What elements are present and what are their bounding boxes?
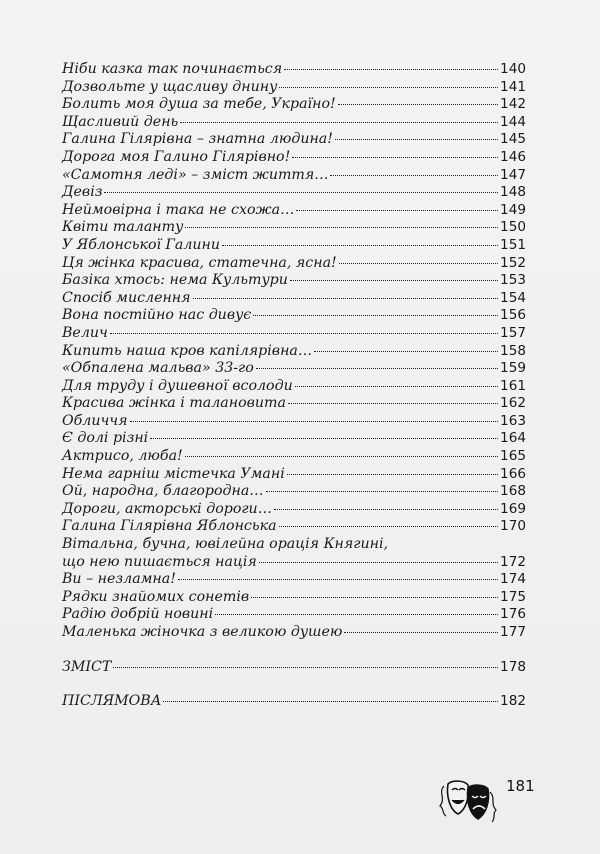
toc-entry-title: Нема гарніш містечка Умані <box>62 465 285 482</box>
toc-entry <box>62 466 526 484</box>
toc-entry <box>62 237 526 255</box>
toc-entry-page: 166 <box>500 465 526 482</box>
toc-entry <box>62 659 526 677</box>
toc-entry-page: 178 <box>500 658 526 675</box>
toc-entry-page: 164 <box>500 430 526 447</box>
toc-entry-title: Вона постійно нас дивує <box>62 307 252 324</box>
toc-entry-title: Дорога моя Галино Гілярівно! <box>62 148 291 165</box>
dot-leader <box>296 210 498 211</box>
toc-entry <box>62 202 526 220</box>
dot-leader <box>330 175 498 176</box>
toc-entry <box>62 167 526 185</box>
toc-entry <box>62 378 526 396</box>
toc-entry <box>62 131 526 149</box>
toc-entry-title: Для труду і душевної всолоди <box>62 377 293 394</box>
toc-entry <box>62 61 526 79</box>
toc-entry-page: 170 <box>500 518 526 535</box>
toc-entry <box>62 395 526 413</box>
toc-entry-page: 148 <box>500 184 526 201</box>
dot-leader <box>274 509 498 510</box>
dot-leader <box>104 192 498 193</box>
toc-entry-page: 157 <box>500 324 526 341</box>
toc-entry-title: Обличчя <box>62 412 128 429</box>
toc-entry-title: Девіз <box>62 184 103 201</box>
toc-entry-title: Ви – незламна! <box>62 571 176 588</box>
toc-entry <box>62 79 526 97</box>
toc-entry <box>62 307 526 325</box>
dot-leader <box>335 139 498 140</box>
toc-entry-page: 182 <box>500 693 526 710</box>
dot-leader <box>290 280 498 281</box>
toc-entry-page: 177 <box>500 624 526 640</box>
toc-entry <box>62 255 526 273</box>
toc-entry-title: Базіка хтось: нема Культури <box>62 272 288 289</box>
toc-entry-title: «Самотня леді» – зміст життя… <box>62 166 329 183</box>
dot-leader <box>222 245 498 246</box>
toc-entry-title: Галина Гілярівна – знатна людина! <box>62 131 333 148</box>
toc-entry <box>62 589 526 607</box>
toc-entry <box>62 554 526 572</box>
toc-entry-page: 156 <box>500 307 526 324</box>
toc-entry-page: 159 <box>500 360 526 377</box>
dot-leader <box>259 562 498 563</box>
toc-entry <box>62 483 526 501</box>
toc-entry <box>62 606 526 624</box>
toc-entry-title: Радію добрій новині <box>62 606 214 623</box>
toc-entry-title: Дозвольте у щасливу днину <box>62 78 278 95</box>
toc-entry-title: Дороги, акторські дороги… <box>62 500 272 517</box>
dot-leader <box>284 69 498 70</box>
toc-entry <box>62 343 526 361</box>
toc-entry-title: Актрисо, люба! <box>62 448 183 465</box>
toc-entry-title: Кипить наша кров капілярівна… <box>62 342 313 359</box>
toc-entry-title: Щасливий день <box>62 113 179 130</box>
toc-entry-page: 176 <box>500 606 526 623</box>
dot-leader <box>344 632 498 633</box>
toc-entry-title: Ніби казка так починається <box>62 61 283 77</box>
toc-entry-title: Велич <box>62 324 108 341</box>
toc-entry <box>62 413 526 431</box>
toc-entry-title: У Яблонської Галини <box>62 236 221 253</box>
toc-entry-page: 175 <box>500 588 526 605</box>
toc-entry-page: 152 <box>500 254 526 271</box>
toc-entry-page: 146 <box>500 148 526 165</box>
toc-entry-page: 140 <box>500 61 526 77</box>
dot-leader <box>256 368 498 369</box>
toc-entry <box>62 501 526 519</box>
toc-entry-title: ЗМІСТ <box>62 658 112 675</box>
table-of-contents <box>62 61 526 711</box>
dot-leader <box>292 157 498 158</box>
toc-entry-title: Маленька жіночка з великою душею <box>62 624 343 640</box>
toc-entry-page: 141 <box>500 78 526 95</box>
dot-leader <box>113 667 498 668</box>
theatre-masks-icon <box>438 776 500 826</box>
dot-leader <box>279 87 498 88</box>
dot-leader <box>288 403 498 404</box>
toc-entry-title: Спосіб мислення <box>62 289 191 306</box>
toc-entry-page: 172 <box>500 553 526 570</box>
toc-entry-page: 153 <box>500 272 526 289</box>
dot-leader <box>338 104 498 105</box>
toc-entry-title: Болить моя душа за тебе, Україно! <box>62 96 336 113</box>
toc-entry-page: 150 <box>500 219 526 236</box>
toc-entry <box>62 272 526 290</box>
toc-entry-page: 165 <box>500 448 526 465</box>
toc-entry <box>62 325 526 343</box>
toc-entry <box>62 184 526 202</box>
toc-entry-title: Ой, народна, благородна… <box>62 483 264 500</box>
toc-entry <box>62 114 526 132</box>
toc-entry-title: Неймовірна і така не схожа… <box>62 201 295 218</box>
toc-entry-page: 147 <box>500 166 526 183</box>
toc-entry-page: 144 <box>500 113 526 130</box>
toc-entry-page: 151 <box>500 236 526 253</box>
dot-leader <box>180 122 498 123</box>
dot-leader <box>215 614 498 615</box>
toc-entry <box>62 149 526 167</box>
toc-entry-title: ПІСЛЯМОВА <box>62 693 162 710</box>
toc-entry-page: 163 <box>500 412 526 429</box>
dot-leader <box>251 597 498 598</box>
dot-leader <box>339 263 498 264</box>
dot-leader <box>178 579 498 580</box>
toc-entry <box>62 624 526 642</box>
toc-entry <box>62 536 526 554</box>
toc-entry <box>62 360 526 378</box>
toc-entry-title: Є долі різні <box>62 430 149 447</box>
toc-entry-title: що нею пишається нація <box>62 553 257 570</box>
dot-leader <box>253 315 498 316</box>
toc-entry-page: 168 <box>500 483 526 500</box>
dot-leader <box>150 438 498 439</box>
toc-entry-page: 145 <box>500 131 526 148</box>
toc-entry-title: Квіти таланту <box>62 219 184 236</box>
dot-leader <box>314 351 498 352</box>
dot-leader <box>287 474 498 475</box>
dot-leader <box>163 701 498 702</box>
toc-entry-page: 174 <box>500 571 526 588</box>
toc-entry <box>62 448 526 466</box>
toc-entry-title: «Обпалена мальва» 33-го <box>62 360 254 377</box>
toc-entry <box>62 571 526 589</box>
dot-leader <box>185 456 498 457</box>
page-number: 181 <box>506 777 535 795</box>
toc-entry-title: Галина Гілярівна Яблонська <box>62 518 277 535</box>
toc-entry <box>62 430 526 448</box>
dot-leader <box>130 421 499 422</box>
toc-entry-page: 161 <box>500 377 526 394</box>
toc-entry-page: 162 <box>500 395 526 412</box>
dot-leader <box>279 526 499 527</box>
toc-entry-page: 169 <box>500 500 526 517</box>
toc-entry-title: Красива жінка і талановита <box>62 395 286 412</box>
dot-leader <box>295 386 498 387</box>
toc-entry <box>62 219 526 237</box>
toc-entry-title: Рядки знайомих сонетів <box>62 588 250 605</box>
toc-entry <box>62 693 526 711</box>
toc-entry-page: 142 <box>500 96 526 113</box>
toc-entry-page: 158 <box>500 342 526 359</box>
toc-entry <box>62 518 526 536</box>
dot-leader <box>193 298 499 299</box>
toc-entry-page: 154 <box>500 289 526 306</box>
dot-leader <box>185 227 498 228</box>
dot-leader <box>266 491 499 492</box>
toc-entry-title: Ця жінка красива, статечна, ясна! <box>62 254 337 271</box>
toc-entry-page: 149 <box>500 201 526 218</box>
toc-entry <box>62 290 526 308</box>
toc-entry <box>62 96 526 114</box>
dot-leader <box>110 333 498 334</box>
toc-entry-title: Вітальна, бучна, ювілейна орація Княгині, <box>62 536 389 553</box>
